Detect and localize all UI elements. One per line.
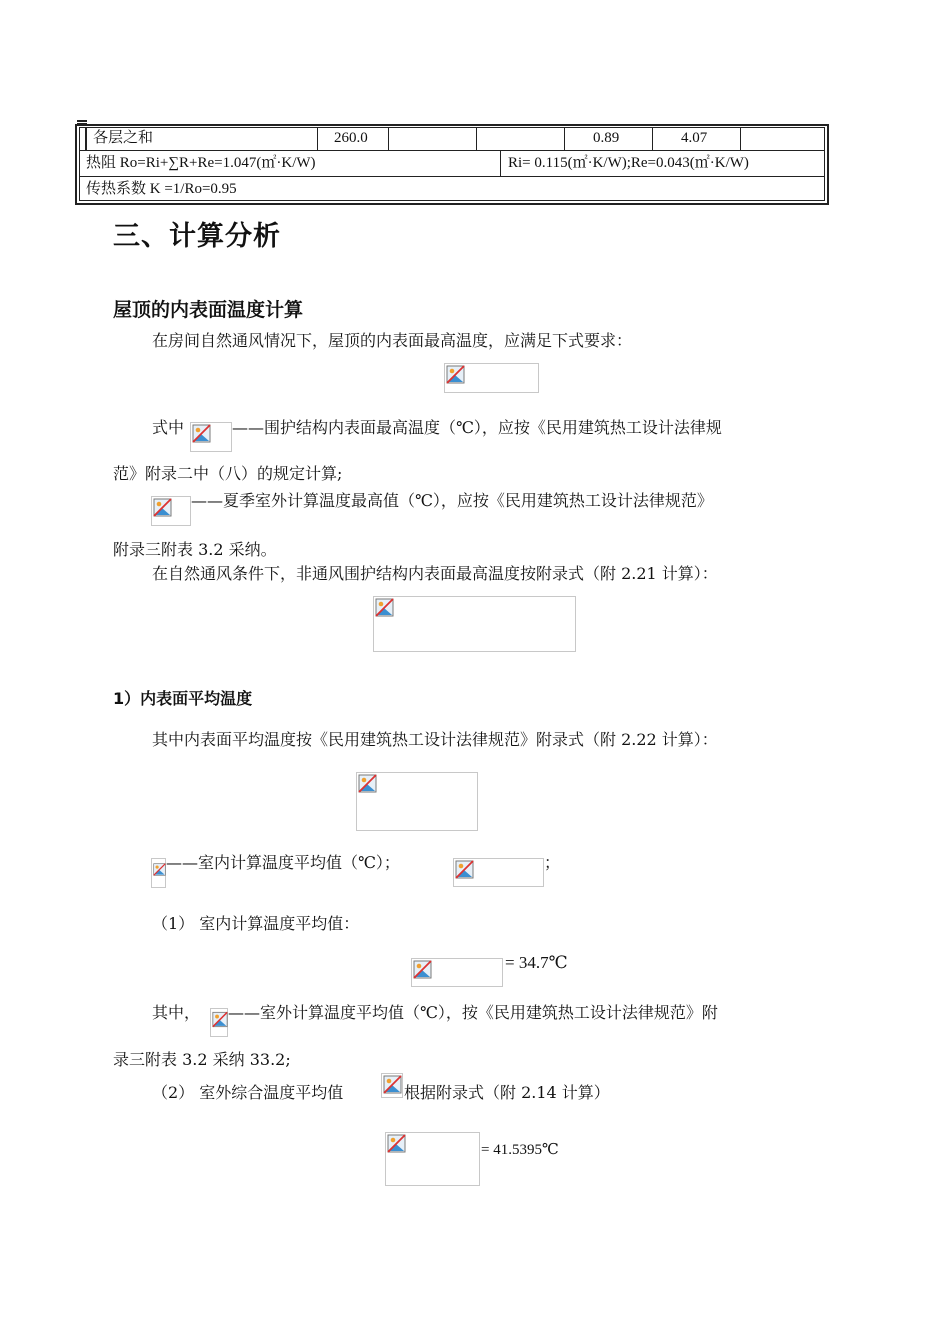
symbol-image xyxy=(151,496,191,526)
table-divider xyxy=(500,150,501,176)
broken-image-icon xyxy=(413,960,432,979)
paragraph: ； xyxy=(544,853,561,872)
broken-image-icon xyxy=(446,365,465,384)
equation-result: = 41.5395℃ xyxy=(481,1142,559,1158)
table-divider xyxy=(652,127,653,151)
subsection-title: 屋顶的内表面温度计算 xyxy=(113,299,304,321)
paragraph: 附录三附表 3.2 采纳。 xyxy=(113,540,277,559)
paragraph: 范》附录二中（八）的规定计算; xyxy=(113,464,343,483)
equation-image xyxy=(411,958,503,987)
heat-transfer-coefficient-cell: 传热系数 K =1/Ro=0.95 xyxy=(86,181,237,197)
paragraph: ——室内计算温度平均值（℃）； xyxy=(166,853,400,872)
broken-image-icon xyxy=(358,774,377,793)
symbol-image xyxy=(453,858,544,887)
table-divider xyxy=(564,127,565,151)
table-divider xyxy=(79,176,825,177)
table-cell: 各层之和 xyxy=(93,130,154,146)
table-divider xyxy=(85,127,87,151)
paragraph: ——围护结构内表面最高温度（℃），应按《民用建筑热工设计法律规 xyxy=(232,418,722,437)
equation-image xyxy=(373,596,576,652)
equation-result: = 34.7℃ xyxy=(505,953,568,972)
broken-image-icon xyxy=(153,498,172,517)
surface-resistance-cell: Ri= 0.115(㎡·K/W);Re=0.043(㎡·K/W) xyxy=(508,155,749,171)
table-divider xyxy=(388,127,389,151)
broken-image-icon xyxy=(192,424,211,443)
paragraph: 在房间自然通风情况下，屋顶的内表面最高温度，应满足下式要求： xyxy=(152,331,633,350)
paragraph: 录三附表 3.2 采纳 33.2; xyxy=(113,1050,291,1069)
paragraph: ——室外计算温度平均值（℃），按《民用建筑热工设计法律规范》附 xyxy=(228,1003,718,1022)
symbol-image xyxy=(210,1008,228,1037)
symbol-image xyxy=(190,422,232,452)
table-cell: 4.07 xyxy=(681,130,708,146)
broken-image-icon xyxy=(387,1134,406,1153)
thermal-resistance-cell: 热阻 Ro=Ri+∑R+Re=1.047(㎡·K/W) xyxy=(86,155,316,171)
broken-image-icon xyxy=(455,860,474,879)
symbol-image xyxy=(151,858,166,888)
list-item: （1） 室内计算温度平均值： xyxy=(152,914,360,933)
table-divider xyxy=(317,127,318,151)
paragraph: 其中内表面平均温度按《民用建筑热工设计法律规范》附录式（附 2.22 计算）： xyxy=(152,730,718,749)
paragraph: 其中， xyxy=(152,1003,201,1022)
list-item: （2） 室外综合温度平均值 xyxy=(152,1083,344,1102)
broken-image-icon xyxy=(383,1075,402,1094)
symbol-image xyxy=(381,1073,403,1098)
equation-image xyxy=(356,772,478,831)
table-divider xyxy=(740,127,741,151)
table-cell: 260.0 xyxy=(334,130,368,146)
table-divider xyxy=(476,127,477,151)
section-title: 三、计算分析 xyxy=(113,221,281,252)
paragraph: 式中 xyxy=(152,418,185,437)
equation-image xyxy=(385,1132,480,1186)
paragraph: 在自然通风条件下，非通风围护结构内表面最高温度按附录式（附 2.21 计算）： xyxy=(152,564,718,583)
broken-image-icon xyxy=(153,860,166,879)
table-divider xyxy=(79,150,825,151)
broken-image-icon xyxy=(375,598,394,617)
broken-image-icon xyxy=(212,1010,228,1029)
equation-image xyxy=(444,363,539,393)
list-item: 根据附录式（附 2.14 计算） xyxy=(404,1083,610,1102)
table-cell: 0.89 xyxy=(593,130,620,146)
paragraph: ——夏季室外计算温度最高值（℃），应按《民用建筑热工设计法律规范》 xyxy=(191,491,713,510)
heading: 1）内表面平均温度 xyxy=(113,689,253,708)
table-top-mark xyxy=(77,120,87,122)
